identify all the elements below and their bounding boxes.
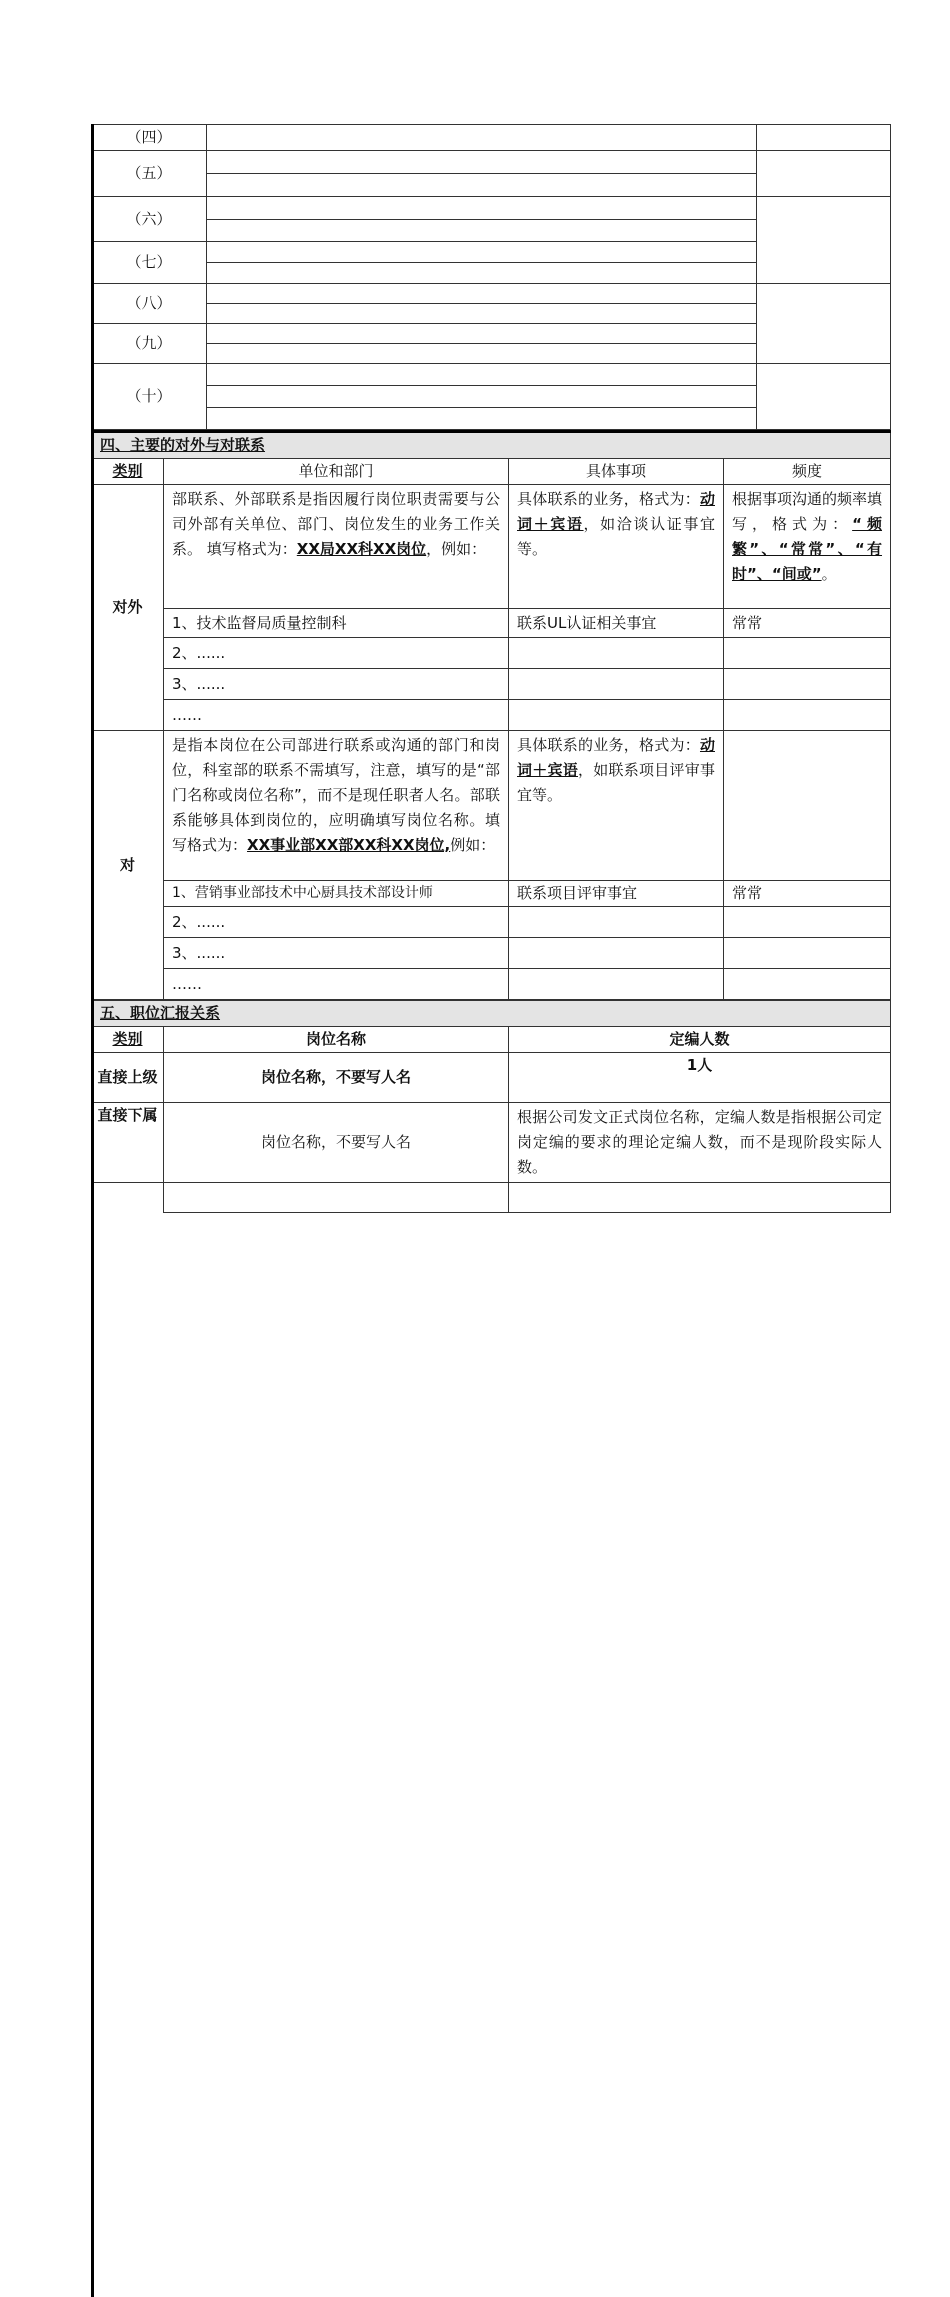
internal-row-2-unit: 2、...... [164,907,509,938]
external-desc-format: XX局XX科XX岗位 [296,540,427,558]
external-row-2-freq [724,638,891,669]
internal-desc-format: XX事业部XX部XX科XX岗位, [247,836,451,854]
task-subline [207,304,756,324]
superior-quota: 1人 [509,1053,891,1103]
internal-row-1-matter: 联系项目评审事宜 [509,881,724,907]
external-row-3-unit: 3、...... [164,669,509,700]
task-subline [207,242,756,263]
task-row-note [757,364,891,430]
internal-matter-text: 具体联系的业务，格式为： [517,736,700,754]
table-row [92,669,891,700]
table-row [92,638,891,669]
task-row-label: （六） [92,197,207,242]
task-row-content [207,151,757,197]
external-matter-text: 具体联系的业务，格式为： [517,490,700,508]
external-freq-tail: 。 [821,565,837,583]
external-row-4-freq [724,700,891,731]
table-row [92,609,891,638]
task-row [92,284,891,324]
external-row-2-unit: 2、...... [164,638,509,669]
external-row-4-matter [509,700,724,731]
external-matter-tail: ，如洽谈认证事宜等。 [517,515,715,558]
task-row-label: （十） [92,364,207,430]
internal-row-1-freq: 常常 [724,881,891,907]
task-subline [207,324,756,344]
reporting-table [91,1000,891,1213]
section-title-contacts: 四、主要的对外与对联系 [92,432,891,459]
task-row [92,125,891,151]
internal-row-1-unit: 1、营销事业部技术中心厨具技术部设计师 [164,881,509,907]
internal-desc-text: 是指本岗位在公司部进行联系或沟通的部门和岗位，科室部的联系不需填写，注意，填写的是“部门名称或岗位名称”，而不是现任职者人名。部联系能够具体到岗位的，应明确填写岗位名称。填写格式为： [172,736,500,854]
external-row-4-unit: …… [164,700,509,731]
external-description [164,485,509,609]
task-row-note [757,151,891,197]
internal-description [164,731,509,881]
header-unit: 单位和部门 [164,459,509,485]
task-subline [207,408,756,430]
internal-row-4-unit: …… [164,969,509,1000]
external-matter-description [509,485,724,609]
category-superior: 直接上级 [92,1053,164,1103]
internal-matter-format: 动词＋宾语 [517,736,715,779]
external-row-1-freq: 常常 [724,609,891,638]
internal-frequency-description [724,731,891,881]
table-row [92,700,891,731]
task-row-content [207,324,757,364]
task-subline [207,219,756,241]
task-subline [207,284,756,304]
task-row-content [207,125,757,151]
task-row-content [207,284,757,324]
task-subline [207,125,756,150]
header-position: 岗位名称 [164,1027,509,1053]
category-external: 对外 [92,485,164,731]
task-row-note [757,284,891,364]
table-row [92,1183,891,1213]
internal-row-2-freq [724,907,891,938]
task-row-content [207,242,757,284]
task-row-label: （九） [92,324,207,364]
internal-row-4-matter [509,969,724,1000]
task-subline [207,386,756,408]
table-row [92,881,891,907]
task-subline [207,364,756,386]
header-quota: 定编人数 [509,1027,891,1053]
table-row [92,938,891,969]
task-row-label: （四） [92,125,207,151]
internal-row-3-matter [509,938,724,969]
external-freq-format: “频繁”、“常常”、“有时”、“间或” [732,515,883,583]
external-row-3-matter [509,669,724,700]
external-row-1-matter: 联系UL认证相关事宜 [509,609,724,638]
job-description-sheet [91,124,890,1213]
category-internal: 对 [92,731,164,1000]
external-freq-text: 根据事项沟通的频率填写，格式为： [732,490,883,533]
task-row-label: （七） [92,242,207,284]
header-category: 类别 [92,1027,164,1053]
external-desc-text: 部联系、外部联系是指因履行岗位职责需要与公司外部有关单位、部门、岗位发生的业务工作关系。 填写格式为： [172,490,500,558]
header-category: 类别 [92,459,164,485]
task-row [92,364,891,430]
header-matter: 具体事项 [509,459,724,485]
section-title-reporting: 五、职位汇报关系 [92,1001,891,1027]
task-row-note [757,125,891,151]
internal-desc-tail: 例如： [450,836,496,854]
contacts-table [91,430,891,1000]
internal-row-2-matter [509,907,724,938]
external-row-3-freq [724,669,891,700]
external-row-2-matter [509,638,724,669]
category-subordinate: 直接下属 [92,1103,164,1183]
table-row [92,907,891,938]
external-matter-format: 动词＋宾语 [517,490,715,533]
empty-cell [92,1183,164,1213]
internal-matter-tail: ，如联系项目评审事宜等。 [517,761,715,804]
task-row-content [207,197,757,242]
task-subline [207,263,756,284]
task-row-note [757,197,891,284]
external-row-1-unit: 1、技术监督局质量控制科 [164,609,509,638]
task-subline [207,174,756,197]
empty-cell [509,1183,891,1213]
subordinate-quota: 根据公司发文正式岗位名称，定编人数是指根据公司定岗定编的要求的理论定编人数，而不是现阶段实际人数。 [509,1103,891,1183]
task-subline [207,198,756,220]
header-frequency: 频度 [724,459,891,485]
task-row-label: （八） [92,284,207,324]
external-desc-tail: ，例如： [426,540,487,558]
task-row-label: （五） [92,151,207,197]
subordinate-position: 岗位名称，不要写人名 [164,1103,509,1183]
task-row [92,151,891,197]
internal-matter-description [509,731,724,881]
task-table [91,124,891,430]
table-row [92,969,891,1000]
task-subline [207,344,756,364]
task-row [92,197,891,242]
internal-row-4-freq [724,969,891,1000]
empty-cell [164,1183,509,1213]
task-row-content [207,364,757,430]
internal-row-3-unit: 3、...... [164,938,509,969]
internal-row-3-freq [724,938,891,969]
superior-position: 岗位名称，不要写人名 [164,1053,509,1103]
external-frequency-description [724,485,891,609]
task-subline [207,151,756,174]
